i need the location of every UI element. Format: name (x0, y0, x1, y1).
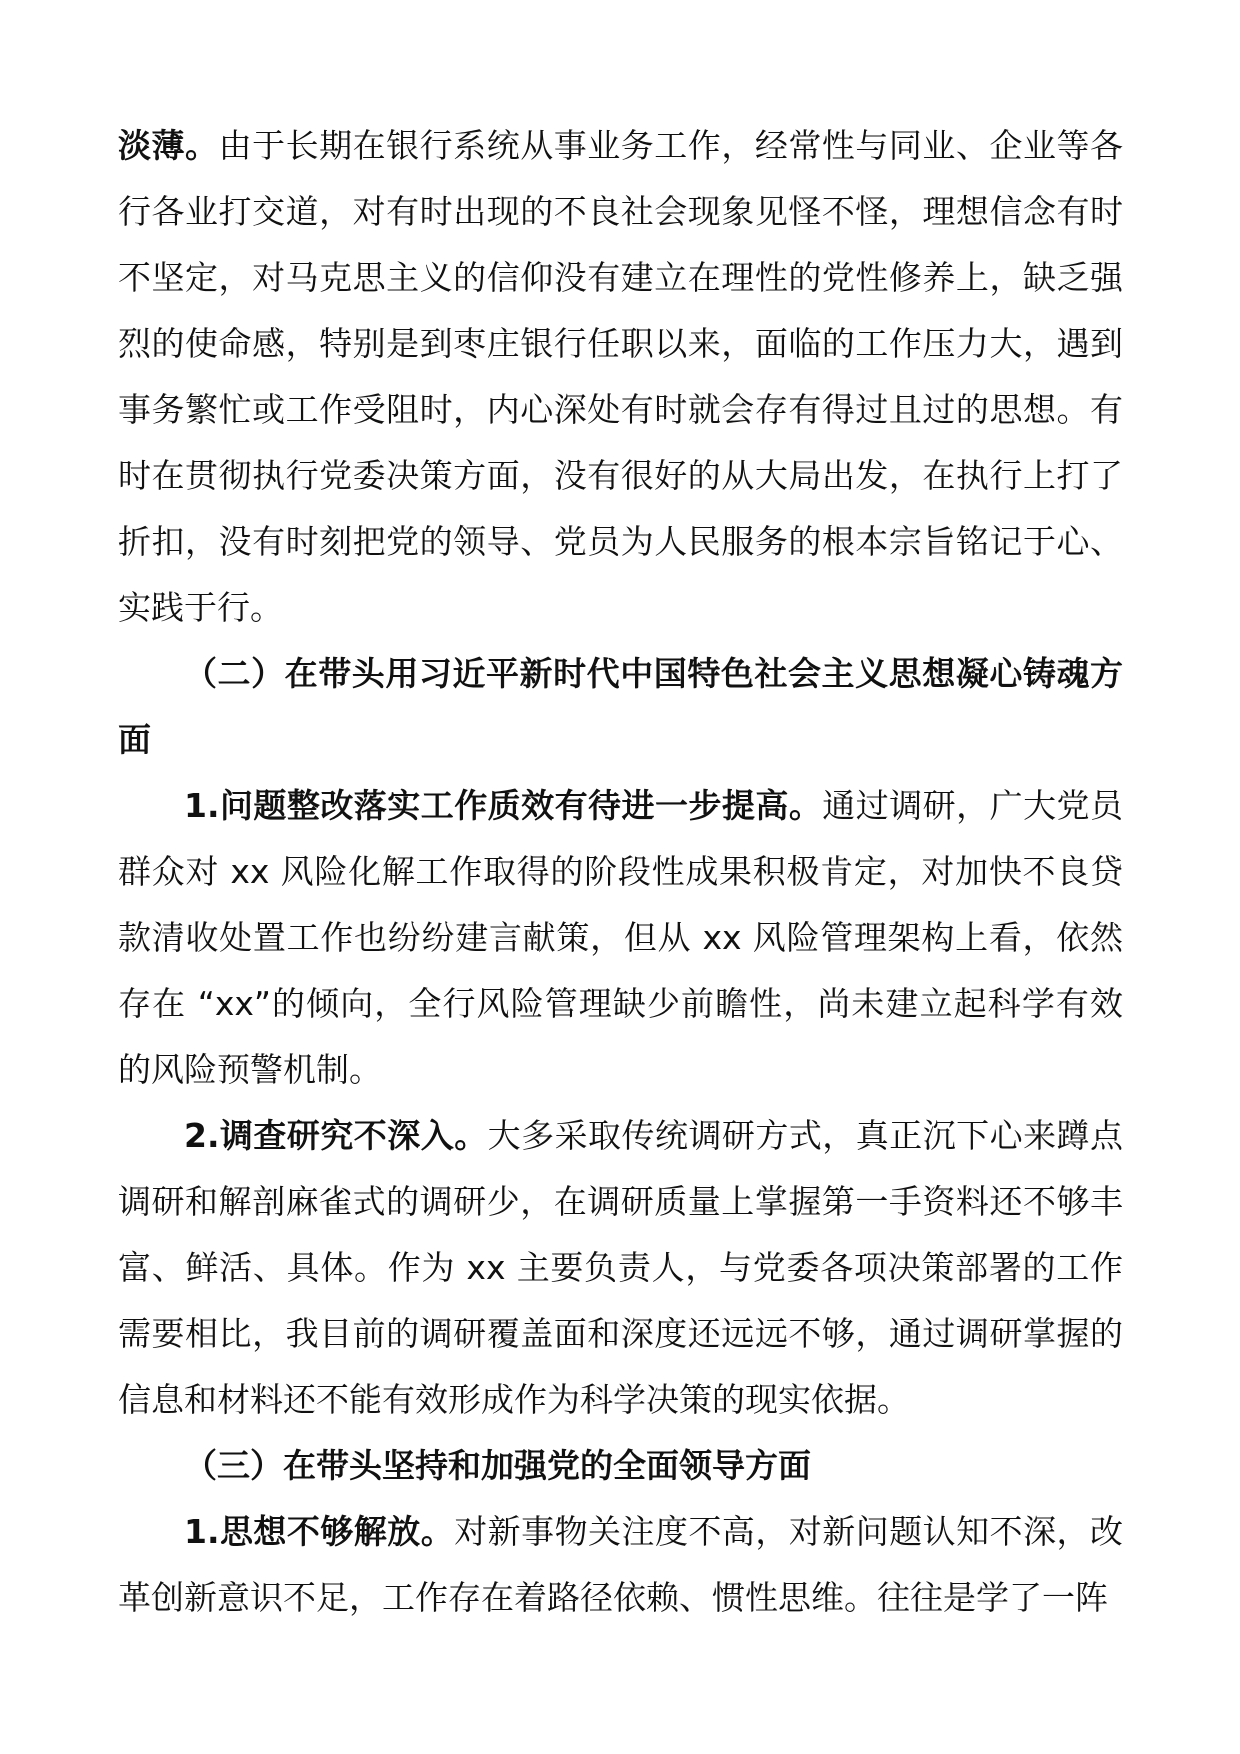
paragraph-text: 对新事物关注度不高，对新问题认知不深，改革创新意识不足，工作存在着路径依赖、惯性思维。往往是学了一阵 (118, 1512, 1123, 1617)
paragraph-item-2 (118, 1103, 1123, 1433)
paragraph-lead: 1.思想不够解放。 (184, 1512, 455, 1551)
paragraph-item-3 (118, 1499, 1123, 1631)
paragraph-lead: 淡薄。 (118, 126, 219, 165)
section-heading-3: （三）在带头坚持和加强党的全面领导方面 (184, 1446, 811, 1485)
paragraph-item-1 (118, 773, 1123, 1103)
paragraph-lead: 2.调查研究不深入。 (184, 1116, 488, 1155)
paragraph-lead: 1.问题整改落实工作质效有待进一步提高。 (184, 786, 823, 825)
section-heading-2: （二）在带头用习近平新时代中国特色社会主义思想凝心铸魂方面 (118, 654, 1123, 759)
paragraph-continuation (118, 113, 1123, 641)
paragraph-text: 大多采取传统调研方式，真正沉下心来蹲点调研和解剖麻雀式的调研少，在调研质量上掌握第一手资料还不够丰富、鲜活、具体。作为 xx 主要负责人，与党委各项决策部署的工作需要相比，我目前的调研覆盖面和深度还远远不够，通过调研掌握的信息和材料还不能有效形成作为科学决策的现实依据。 (118, 1116, 1124, 1419)
paragraph-text: 通过调研，广大党员群众对 xx 风险化解工作取得的阶段性成果积极肯定，对加快不良贷款清收处置工作也纷纷建言献策，但从 xx 风险管理架构上看，依然存在 “xx”的倾向，全行风险管理缺少前瞻性，尚未建立起科学有效的风险预警机制。 (118, 786, 1124, 1089)
paragraph-text: 由于长期在银行系统从事业务工作，经常性与同业、企业等各行各业打交道，对有时出现的不良社会现象见怪不怪，理想信念有时不坚定，对马克思主义的信仰没有建立在理性的党性修养上，缺乏强烈的使命感，特别是到枣庄银行任职以来，面临的工作压力大，遇到事务繁忙或工作受阻时，内心深处有时就会存有得过且过的思想。有时在贯彻执行党委决策方面，没有很好的从大局出发，在执行上打了折扣，没有时刻把党的领导、党员为人民服务的根本宗旨铭记于心、实践于行。 (118, 126, 1124, 627)
document-body (118, 113, 1123, 1631)
